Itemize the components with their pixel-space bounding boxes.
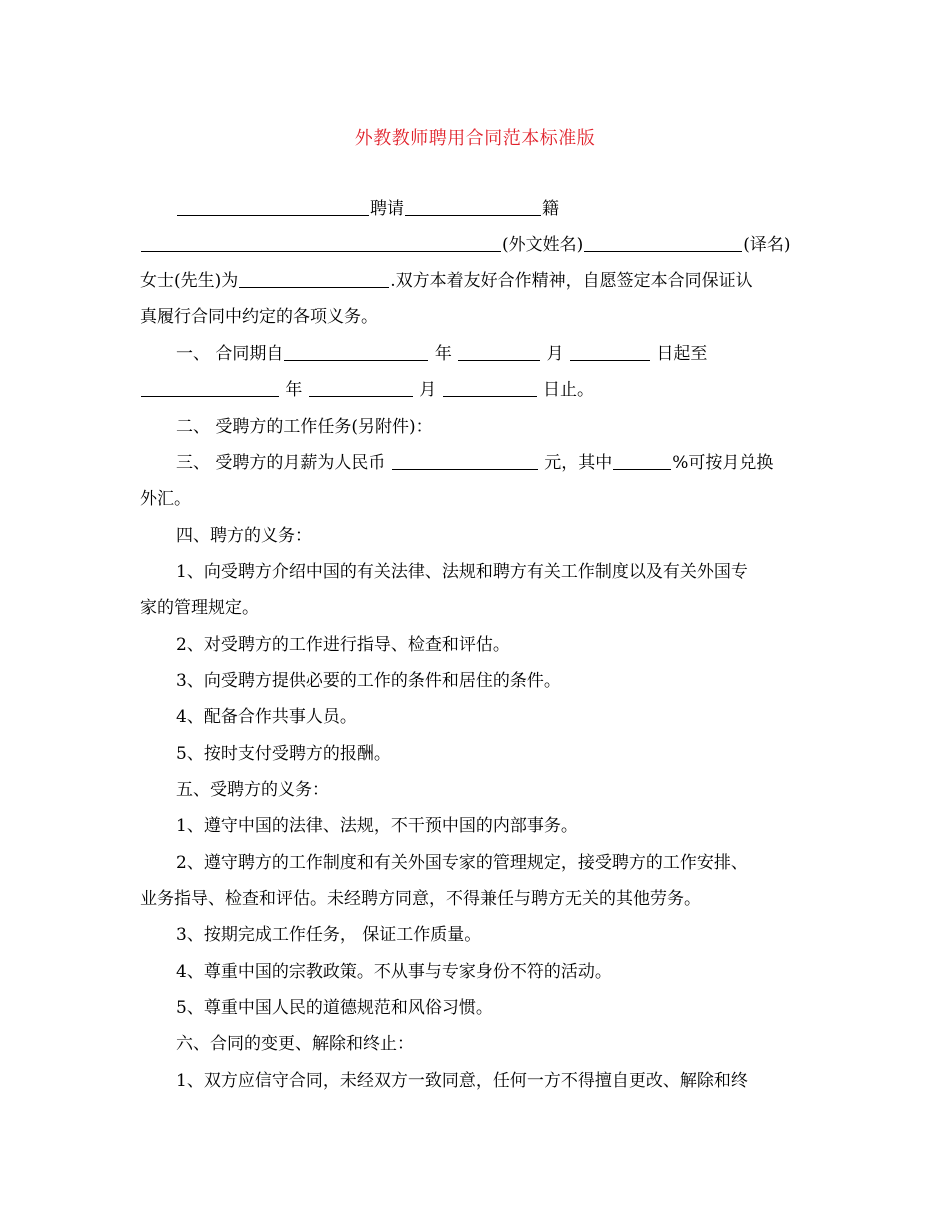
month-label: 月 <box>546 344 564 364</box>
employer-heading: 四、聘方的义务： <box>176 526 312 546</box>
month-label-2: 月 <box>419 380 437 400</box>
salary-amount-blank[interactable] <box>392 452 538 470</box>
employer-duty-2: 2、对受聘方的工作进行指导、检查和评估。 <box>176 635 510 655</box>
employee-duty-5: 5、尊重中国人民的道德规范和风俗习惯。 <box>176 998 493 1018</box>
position-blank[interactable] <box>239 270 389 288</box>
employee-heading: 五、受聘方的义务： <box>176 780 329 800</box>
start-year-blank[interactable] <box>284 343 428 361</box>
change-heading: 六、合同的变更、解除和终止： <box>176 1034 414 1054</box>
year-label: 年 <box>434 344 452 364</box>
for-text: 女士(先生)为 <box>140 271 239 291</box>
start-month-blank[interactable] <box>458 343 540 361</box>
employer-name-blank[interactable] <box>177 198 369 216</box>
employee-duty-2: 2、遵守聘方的工作制度和有关外国专家的管理规定，接受聘方的工作安排、 <box>176 853 748 873</box>
year-label-2: 年 <box>285 380 303 400</box>
start-day-blank[interactable] <box>570 343 650 361</box>
statement-text: .双方本着友好合作精神，自愿签定本合同保证认 <box>390 271 753 291</box>
percent-text: %可按月兑换 <box>672 453 774 473</box>
foreign-name-label: (外文姓名) <box>502 235 584 255</box>
day-end-label: 日止。 <box>543 380 595 400</box>
employer-duty-3: 3、向受聘方提供必要的工作的条件和居住的条件。 <box>176 671 561 691</box>
employee-duty-4: 4、尊重中国的宗教政策。不从事与专家身份不符的活动。 <box>176 962 612 982</box>
foreign-name-blank[interactable] <box>141 234 501 252</box>
translated-name-blank[interactable] <box>584 234 742 252</box>
day-start-label: 日起至 <box>656 344 708 364</box>
end-year-blank[interactable] <box>141 379 279 397</box>
intro-line-1 <box>176 198 559 220</box>
hire-text: 聘请 <box>370 199 404 219</box>
employer-duty-4: 4、配备合作共事人员。 <box>176 707 357 727</box>
employee-duty-1: 1、遵守中国的法律、法规，不干预中国的内部事务。 <box>176 816 578 836</box>
salary-lead: 三、 受聘方的月薪为人民币 <box>176 453 386 473</box>
translated-name-label: (译名) <box>743 235 791 255</box>
term-line-2 <box>140 379 594 401</box>
percent-blank[interactable] <box>613 452 671 470</box>
employer-duty-1-cont: 家的管理规定。 <box>140 598 259 618</box>
employer-duty-5: 5、按时支付受聘方的报酬。 <box>176 744 391 764</box>
term-lead: 一、 合同期自 <box>176 344 284 364</box>
nationality-blank[interactable] <box>405 198 541 216</box>
salary-line-2: 外汇。 <box>140 489 191 509</box>
salary-line-1 <box>176 452 773 474</box>
term-line-1 <box>176 343 707 365</box>
nationality-text: 籍 <box>542 199 559 219</box>
intro-line-2 <box>140 234 791 256</box>
task-line: 二、 受聘方的工作任务(另附件)： <box>176 417 433 437</box>
employer-duty-1: 1、向受聘方介绍中国的有关法律、法规和聘方有关工作制度以及有关外国专 <box>176 562 748 582</box>
document-title: 外教教师聘用合同范本标准版 <box>354 128 596 149</box>
intro-line-4: 真履行合同中约定的各项义务。 <box>140 307 378 327</box>
salary-unit: 元，其中 <box>544 453 613 473</box>
end-month-blank[interactable] <box>309 379 413 397</box>
change-item-1: 1、双方应信守合同，未经双方一致同意，任何一方不得擅自更改、解除和终 <box>176 1071 748 1091</box>
employee-duty-3: 3、按期完成工作任务， 保证工作质量。 <box>176 925 482 945</box>
employee-duty-2-cont: 业务指导、检查和评估。未经聘方同意，不得兼任与聘方无关的其他劳务。 <box>140 889 701 909</box>
intro-line-3 <box>140 270 753 292</box>
end-day-blank[interactable] <box>443 379 537 397</box>
